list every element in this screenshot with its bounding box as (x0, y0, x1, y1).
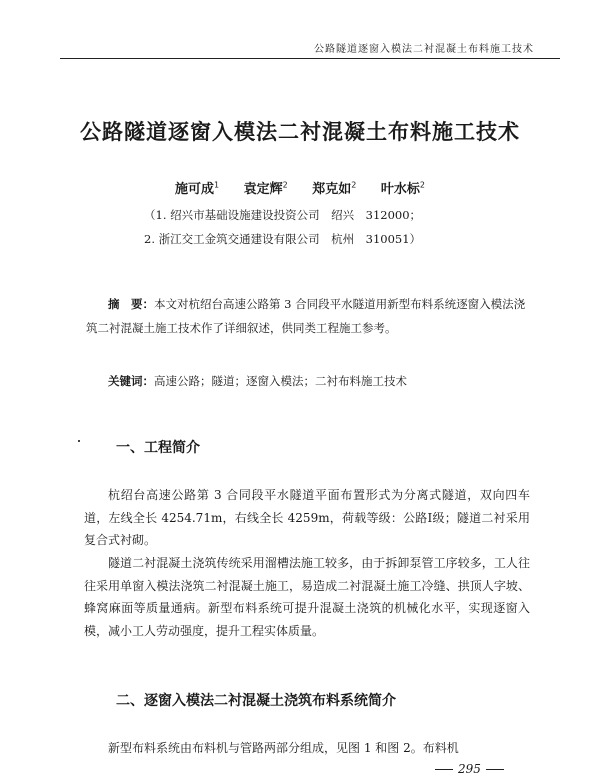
author-list (0, 178, 600, 197)
header-rule (60, 58, 560, 59)
section-heading-2: 二、逐窗入模法二衬混凝土浇筑布料系统简介 (116, 693, 396, 709)
affiliation-1: （1. 绍兴市基础设施建设投资公司 绍兴 312000； (144, 208, 422, 222)
author: 叶水标$^2$ (380, 180, 426, 197)
scan-speck (78, 440, 80, 442)
page-number: 295 (430, 762, 509, 776)
paragraph: 新型布料系统由布料机与管路两部分组成，见图 1 和图 2。布料机 (108, 741, 459, 755)
affiliation-2: 2. 浙江交工金筑交通建设有限公司 杭州 310051） (144, 232, 422, 246)
author: 袁定辉$^2$ (243, 180, 288, 197)
running-header: 公路隧道逐窗入模法二衬混凝土布料施工技术 (314, 44, 534, 55)
paper-title: 公路隧道逐窗入模法二衬混凝土布料施工技术 (80, 120, 520, 144)
abstract-text: 本文对杭绍台高速公路第 3 合同段平水隧道用新型布料系统逐窗入模法浇筑二衬混凝土施工技术作了详细叙述，供同类工程施工参考。 (86, 297, 526, 335)
section-heading-1: 一、工程简介 (116, 440, 200, 456)
abstract (86, 292, 526, 340)
keywords (108, 370, 528, 392)
author: 郑克如$^2$ (312, 180, 357, 197)
keywords-text: 高速公路；隧道；逐窗入模法；二衬布料施工技术 (154, 374, 407, 388)
paragraph: 杭绍台高速公路第 3 合同段平水隧道平面布置形式为分离式隧道，双向四车道，左线全长 4254.71m，右线全长 4259m，荷载等级：公路Ⅰ级；隧道二衬采用复合式衬砌。 (84, 488, 530, 547)
paragraph: 隧道二衬混凝土浇筑传统采用溜槽法施工较多，由于拆卸泵管工序较多，工人往往采用单窗入模法浇筑二衬混凝土施工，易造成二衬混凝土施工冷缝、拱顶人字坡、蜂窝麻面等质量通病。新型布料系统可提升混凝土浇筑的机械化水平，实现逐窗入模，减小工人劳动强度，提升工程实体质量。 (84, 556, 530, 638)
keywords-label: 关键词： (108, 374, 154, 388)
abstract-label: 摘 要： (108, 297, 154, 311)
author: 施可成$^1$ (174, 180, 220, 197)
